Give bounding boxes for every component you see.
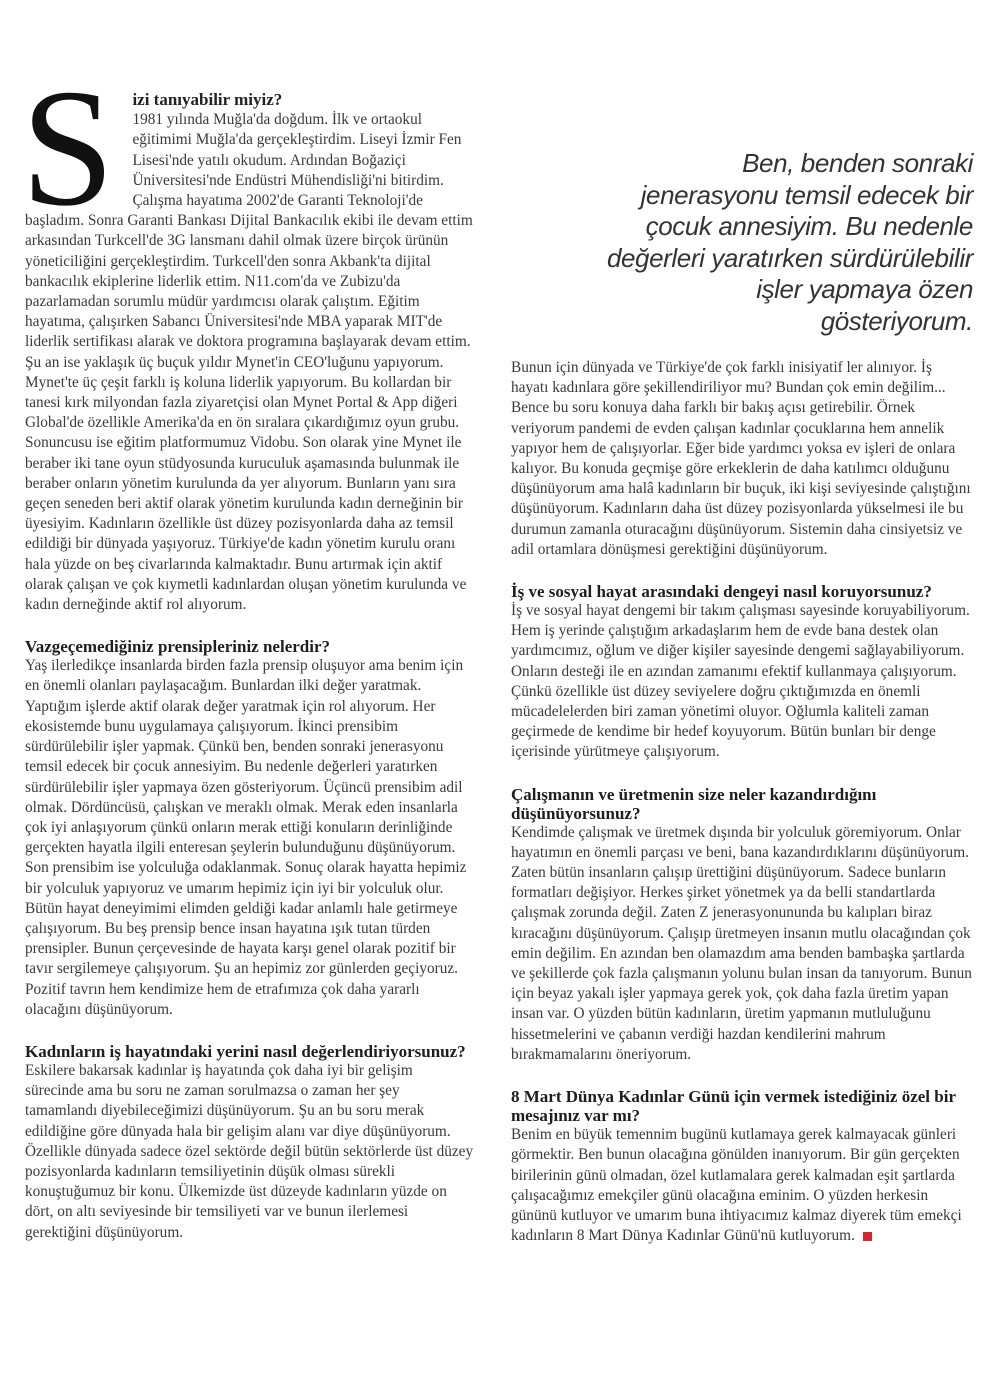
section-body: Eskilere bakarsak kadınlar iş hayatında çok daha iyi bir gelişim sürecinde ama bu soru ne zaman sorulmazsa o zaman her şey tamamlandı diyebileceğimizi düşünüyorum. Şu an bu soru merak edildiğine göre dünyada hala bir gelişim alanı var diye düşünüyorum. Özellikle dünyada sadece özel sektörde değil bütün sektörlerde üst düzey pozisyonlarda kadınların temsiliyetinin düşük olması sürekli konuştuğumuz bir konu. Ülkemizde üst düzeyde kadınların yüzde on dört, on altı seviyesinde bir temsiliyeti var ve bunun ilerlemesi gerektiğini düşünüyorum.	[25, 1061, 474, 1241]
section-heading: Vazgeçemediğiniz prensipleriniz nelerdir?	[25, 637, 331, 657]
section-body: İş ve sosyal hayat dengemi bir takım çalışması sayesinde koruyabiliyorum. Hem iş yerinde çalıştığım arkadaşlarım hem de evde bana destek olan yardımcımız, oğlum ve diğer kişiler sayesinde dengemi sağlayabiliyorum. Onların desteği ile en azından zamanımı efektif kullanmaya çalışıyorum. Çünkü özellikle üst düzey seviyelere doğru çıktığımızda en önemli mücadelelerden biri zaman yönetimi oluyor. Oğlumla kaliteli zaman geçirmede de kendime bir hedef koyuyorum. Bütün bunları bir denge içerisinde yürütmeye çalışıyorum.	[511, 602, 970, 761]
pull-quote: Ben, benden sonraki jenerasyonu temsil edecek bir çocuk annesiyim. Bu nedenle değerleri yaratırken sürdürülebilir işler yapmaya özen gösteriyorum.	[606, 148, 973, 336]
intro-question: izi tanıyabilir miyiz?	[132, 90, 283, 109]
section-heading: Kadınların iş hayatındaki yerini nasıl değerlendiriyorsunuz?	[25, 1041, 466, 1061]
left-column	[21, 55, 475, 1243]
drop-cap: S	[21, 55, 115, 241]
section-body: Yaş ilerledikçe insanlarda birden fazla prensip oluşuyor ama benim için en önemli olanları paylaşacağım. Bunlardan ilki değer yaratmak. Yaptığım işlerde aktif olarak değer yaratmak için rol alıyorum. Her ekosistemde bunu uygulamaya çalışıyorum. İkinci prensibim sürdürülebilir işler yapmak. Çünkü ben, benden sonraki jenerasyonu temsil edecek bir çocuk annesiyim. Bu nedenle değerleri yaratırken sürdürülebilir işler yapmaya özen gösteriyorum. Üçüncü prensibim adil olmak. Dördüncüsü, çalışkan ve meraklı olmak. Merak eden insanlarla çok iyi anlaşıyorum çünkü onların merak ettiği konuların derinliğinde gerçekten hayatla ilgili enteresan şeylerin bulunduğunu düşünüyorum. Son prensibim ise yolculuğa odaklanmak. Sonuç olarak hayatta hepimiz bir yolculuk yapıyoruz ve umarım hepimiz için iyi bir yolculuk olur. Bütün hayat deneyimimi elimden geldiği kadar anlamlı hale getirmeye çalışıyorum. Bu beş prensip bence insan hayatına ışık tutan türden prensipler. Bunun çerçevesinde de hayata karşı genel olarak pozitif bir tavır sergilemeye çalışıyorum. Şu an hepimiz zor günlerden geçiyoruz. Pozitif tavrın hem kendimize hem de etrafımıza çok daha yararlı olacağını düşünüyorum.	[25, 657, 467, 1018]
intro-answer: 1981 yılında Muğla'da doğdum. İlk ve ortaokul eğitimimi Muğla'da gerçekleştirdim. Liseyi İzmir Fen Lisesi'nde yatılı okudum. Ardından Boğaziçi Üniversitesi'nde Endüstri Mühendisliği'ni bitirdim. Çalışma hayatıma 2002'de Garanti Teknoloji'de başladım. Sonra Garanti Bankası Dijital Bankacılık ekibi ile devam ettim arkasından Turkcell'de 3G lansmanı dahil olmak üzere birçok ürünün yöneticiliğini gerçekleştirdim. Turkcell'den sonra Akbank'ta dijital bankacılık ekiplerine liderlik ettim. N11.com'da ve Zubizu'da pazarlamadan sorumlu müdür yardımcısı olarak çalıştım. Eğitim hayatıma, çalışırken Sabancı Üniversitesi'nde MBA yaparak MIT'de liderlik sertifikası alarak ve doktora programına başlayarak devam ettim. Şu an ise yaklaşık üç buçuk yıldır Mynet'in CEO'luğunu yapıyorum. Mynet'te üç çeşit farklı iş koluna liderlik yapıyorum. Bu kollardan bir tanesi kırk milyondan fazla ziyaretçisi olan Mynet Portal & App diğeri Global'de özellikle Amerika'da en ön sıralara çıkardığımız oyun grubu. Sonuncusu ise eğitim platformumuz Vidobu. Son olarak yine Mynet ile beraber iki tane oyun stüdyosunda kuruculuk aşamasında bulunmak ile beraber onların yönetim kurulunda da yer alıyorum. Bunların yanı sıra geçen seneden beri aktif olarak yönetim kurulunda kadın derneğinin bir üyesiyim. Kadınların özellikle üst düzey pozisyonlarda daha az temsil edildiği bir dünyada yaşıyoruz. Türkiye'de kadın yönetim kurulu oranı hala yüzde on beş civarlarında kalmaktadır. Bunu artırmak için aktif olarak çalışan ve çok kıymetli kadınlardan oluşan yönetim kurulunda ve kadın derneğinde aktif rol alıyorum.	[25, 111, 473, 614]
section-body-final	[511, 1125, 973, 1246]
section-heading: 8 Mart Dünya Kadınlar Günü için vermek istediğiniz özel bir mesajınız var mı?	[511, 1087, 956, 1126]
section-body: Kendimde çalışmak ve üretmek dışında bir yolculuk göremiyorum. Onlar hayatımın en önemli parçası ve beni, bana kazandırdıklarını düşünüyorum. Zaten bütün insanların çalışıp ürettiğini düşünüyorum. Sadece bunların formatları değişiyor. Herkes şirket yönetmek ya da belli standartlarda çalışmak zorunda değil. Zaten Z jenerasyonununda bu kalıpları biraz kıracağını düşünüyorum. Çalışıp üretmeyen insanın mutlu olacağından çok emin değilim. En azından ben olamazdım ama benden bambaşka şartlarda ve şekillerde çok fazla çalışmanın yolunu bulan insan da tanıyorum. Bunun için beyaz yakalı işler yapmaya gerek yok, çok daha fazla üretim yapan insan var. O yüzden bütün kadınların, üretim yapmanın mutluluğunu hissetmelerini ve çabanın verdiği hazdan kendilerini mahrum bırakmamalarını öneriyorum.	[511, 823, 972, 1063]
intro-section	[21, 55, 475, 615]
continued-answer: Bunun için dünyada ve Türkiye'de çok farklı inisiyatif ler alınıyor. İş hayatı kadınlara göre şekillendiriliyor mu? Bundan çok emin değilim... Bence bu soru konuya daha farklı bir bakış açısı getirebilir. Örnek veriyorum pandemi de evden çalışan kadınlar çocuklarına hem annelik yapıyor hem de çalışıyorlar. Eğer bide yardımcı yoksa ev işleri de onlara kalıyor. Bu konuda geçmişe göre erkeklerin de daha katılımcı olduğunu düşünüyorum ama halâ kadınların bir buçuk, iki kişi seviyesinde çalıştığını düşünüyorum. Kadınların daha üst düzey pozisyonlarda yükselmesi ile bu durumun zamanla oturacağını düşünüyorum. Sistemin daha cinsiyetsiz ve adil ortamlara dönüşmesi gerektiğini düşünüyorum.	[511, 359, 971, 558]
section-heading: Çalışmanın ve üretmenin size neler kazandırdığını düşünüyorsunuz?	[511, 784, 877, 823]
final-text: Benim en büyük temennim bugünü kutlamaya gerek kalmayacak günleri görmektir. Ben bunun olacağına gönülden inanıyorum. Bir gün gerçekten birilerinin günü olmadan, özel kutlamalara gerek kalmadan eşit şartlarda çalışacağımız emekçiler günü olacağına eminim. O yüzden herkesin gününü kutluyor ve umarım buna ihtiyacımız kalmaz diyerek tüm emekçi kadınların 8 Mart Dünya Kadınlar Günü'nü kutluyorum.	[511, 1126, 962, 1245]
section-heading: İş ve sosyal hayat arasındaki dengeyi nasıl koruyorsunuz?	[511, 582, 932, 602]
end-square-icon	[863, 1232, 872, 1241]
right-column	[511, 358, 973, 1246]
